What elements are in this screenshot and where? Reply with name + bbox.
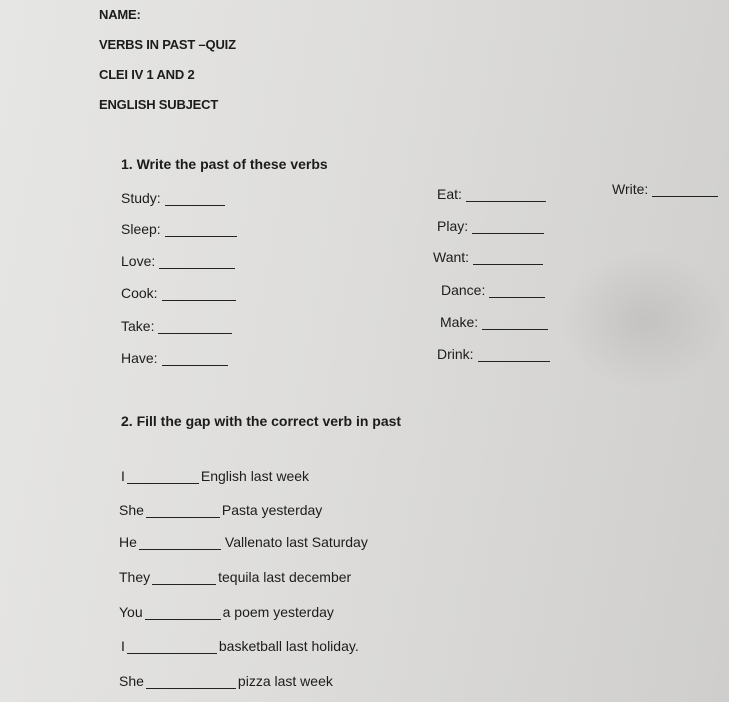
verb-item (121, 253, 235, 269)
answer-blank[interactable] (162, 353, 228, 366)
answer-blank[interactable] (127, 641, 217, 654)
verb-label: Dance: (441, 282, 486, 298)
answer-blank[interactable] (165, 224, 237, 237)
verb-item (121, 190, 225, 206)
sentence-subject: She (119, 673, 144, 689)
answer-blank[interactable] (165, 193, 225, 206)
section1-title: 1. Write the past of these verbs (121, 156, 328, 172)
answer-blank[interactable] (146, 505, 220, 518)
answer-blank[interactable] (152, 572, 216, 585)
sentence-rest: English last week (200, 468, 310, 484)
verb-item (433, 249, 543, 265)
verb-label: Have: (121, 350, 158, 366)
sentence-subject: She (119, 502, 144, 518)
sentence-rest: basketball last holiday. (218, 638, 359, 654)
answer-blank[interactable] (466, 189, 546, 202)
sentence-subject: I (121, 468, 125, 484)
answer-blank[interactable] (127, 471, 199, 484)
sentence-rest: a poem yesterday (222, 604, 334, 620)
section2-title: 2. Fill the gap with the correct verb in past (121, 413, 402, 429)
answer-blank[interactable] (489, 285, 545, 298)
sentence-subject: I (121, 638, 125, 654)
verb-item (121, 221, 237, 237)
sentence-rest: Pasta yesterday (221, 502, 323, 518)
paper-shadow (560, 250, 729, 390)
verb-item (121, 350, 228, 366)
group-label: CLEI IV 1 AND 2 (99, 67, 195, 82)
verb-label: Make: (440, 314, 479, 330)
sentence-subject: He (119, 534, 137, 550)
verb-item (440, 314, 548, 330)
answer-blank[interactable] (146, 676, 236, 689)
name-label: NAME: (99, 7, 141, 22)
verb-label: Write: (612, 181, 649, 197)
verb-label: Study: (121, 190, 161, 206)
sentence-row (121, 468, 309, 484)
verb-item (437, 186, 546, 202)
answer-blank[interactable] (158, 321, 232, 334)
sentence-rest: Vallenato last Saturday (224, 534, 368, 550)
answer-blank[interactable] (478, 349, 550, 362)
verb-label: Love: (121, 253, 156, 269)
sentence-row (121, 638, 359, 654)
answer-blank[interactable] (472, 221, 544, 234)
verb-label: Sleep: (121, 221, 161, 237)
subject-label: ENGLISH SUBJECT (99, 97, 219, 112)
sentence-subject: You (119, 604, 143, 620)
answer-blank[interactable] (162, 288, 236, 301)
answer-blank[interactable] (145, 607, 221, 620)
sentence-row (119, 604, 334, 620)
verb-item (437, 346, 550, 362)
sentence-subject: They (119, 569, 151, 585)
verb-item (437, 218, 544, 234)
answer-blank[interactable] (159, 256, 235, 269)
verb-label: Take: (121, 318, 155, 334)
sentence-row (119, 673, 333, 689)
answer-blank[interactable] (482, 317, 548, 330)
verb-item (441, 282, 545, 298)
sentence-rest: tequila last december (218, 569, 352, 585)
quiz-title: VERBS IN PAST –QUIZ (99, 37, 236, 52)
verb-label: Play: (437, 218, 469, 234)
answer-blank[interactable] (139, 537, 221, 550)
sentence-rest: pizza last week (237, 673, 333, 689)
sentence-row (119, 502, 322, 518)
verb-item (121, 285, 236, 301)
answer-blank[interactable] (473, 252, 543, 265)
verb-item (612, 181, 718, 197)
verb-label: Want: (433, 249, 470, 265)
verb-label: Cook: (121, 285, 158, 301)
answer-blank[interactable] (652, 184, 718, 197)
verb-item (121, 318, 232, 334)
sentence-row (119, 569, 351, 585)
sentence-row (119, 534, 368, 550)
verb-label: Eat: (437, 186, 462, 202)
verb-label: Drink: (437, 346, 474, 362)
